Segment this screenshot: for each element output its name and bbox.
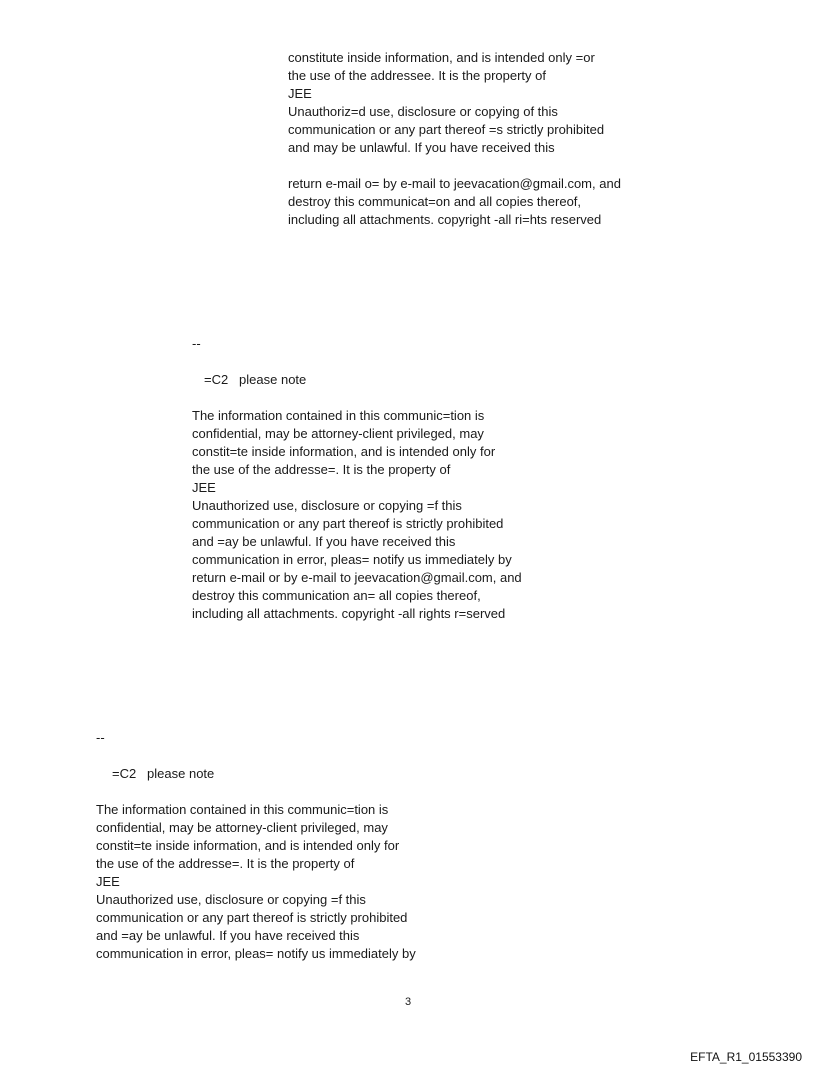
- disclaimer-line: destroy this communication an= all copies thereof,: [192, 588, 481, 603]
- disclaimer-line: and may be unlawful. If you have received this: [288, 140, 555, 155]
- blank-line: [288, 157, 621, 175]
- disclaimer-line: including all attachments. copyright -all ri=hts reserved: [288, 212, 602, 227]
- disclaimer-line: the use of the addresse=. It is the property of: [192, 462, 451, 477]
- page-number: 3: [404, 996, 412, 1008]
- disclaimer-line: and =ay be unlawful. If you have received this: [192, 534, 456, 549]
- disclaimer-line: confidential, may be attorney-client privileged, may: [192, 426, 484, 441]
- disclaimer-line: communication in error, pleas= notify us immediately by: [192, 552, 512, 567]
- disclaimer-line: confidential, may be attorney-client privileged, may: [96, 820, 388, 835]
- disclaimer-line: communication or any part thereof is strictly prohibited: [96, 910, 408, 925]
- disclaimer-line: communication or any part thereof is strictly prohibited: [192, 516, 504, 531]
- quoted-disclaimer-level-2: [192, 335, 522, 623]
- disclaimer-line: the use of the addressee. It is the property of: [288, 68, 546, 83]
- please-note-heading: =C2 please note: [204, 372, 307, 387]
- disclaimer-line: Unauthorized use, disclosure or copying =f this: [96, 892, 366, 907]
- disclaimer-line: constit=te inside information, and is intended only for: [96, 838, 400, 853]
- disclaimer-line: JEE: [288, 86, 312, 101]
- quoted-disclaimer-level-1: [96, 729, 416, 963]
- quoted-disclaimer-level-3: [288, 49, 621, 229]
- disclaimer-line: constitute inside information, and is intended only =or: [288, 50, 595, 65]
- please-note-heading: =C2 please note: [112, 766, 215, 781]
- disclaimer-line: The information contained in this communic=tion is: [96, 802, 389, 817]
- document-id: EFTA_R1_01553390: [690, 1050, 802, 1064]
- disclaimer-line: communication or any part thereof =s strictly prohibited: [288, 122, 605, 137]
- disclaimer-line: including all attachments. copyright -all rights r=served: [192, 606, 506, 621]
- disclaimer-line: return e-mail or by e-mail to jeevacation@gmail.com, and: [192, 570, 522, 585]
- disclaimer-line: The information contained in this communic=tion is: [192, 408, 485, 423]
- disclaimer-line: the use of the addresse=. It is the property of: [96, 856, 355, 871]
- disclaimer-line: constit=te inside information, and is intended only for: [192, 444, 496, 459]
- disclaimer-line: Unauthorized use, disclosure or copying =f this: [192, 498, 462, 513]
- disclaimer-line: JEE: [96, 874, 120, 889]
- disclaimer-line: communication in error, pleas= notify us immediately by: [96, 946, 416, 961]
- disclaimer-line: and =ay be unlawful. If you have received this: [96, 928, 360, 943]
- disclaimer-line: Unauthoriz=d use, disclosure or copying of this: [288, 104, 558, 119]
- signature-separator: --: [192, 336, 201, 351]
- disclaimer-line: JEE: [192, 480, 216, 495]
- signature-separator: --: [96, 730, 105, 745]
- disclaimer-line: return e-mail o= by e-mail to jeevacation@gmail.com, and: [288, 176, 621, 191]
- disclaimer-line: destroy this communicat=on and all copies thereof,: [288, 194, 582, 209]
